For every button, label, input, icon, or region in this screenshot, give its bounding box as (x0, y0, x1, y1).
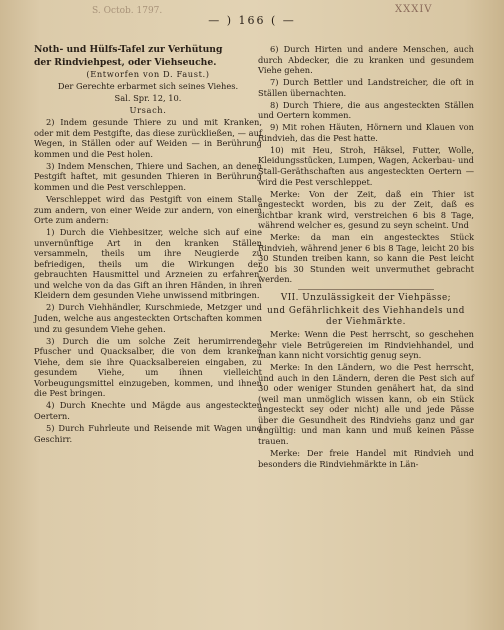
paragraph: Merke: Wenn die Pest herrscht, so geschehen sehr viele Betrügereien im Rindviehhandel, und man kann nicht vorsichtig genug seyn. (258, 329, 474, 361)
paragraph: 2) Indem gesunde Thiere zu und mit Kranken, oder mit dem Pestgifte, das diese zurückließen, — auf Wegen, in Ställen oder auf Weiden — in Berührung kommen und die Pest holen. (34, 117, 262, 159)
paragraph: 6) Durch Hirten und andere Menschen, auch durch Abdecker, die zu kranken und gesundem Viehe gehen. (258, 44, 474, 76)
paragraph: 9) Mit rohen Häuten, Hörnern und Klauen von Rindvieh, das die Pest hatte. (258, 122, 474, 143)
paragraph: 2) Durch Viehhändler, Kurschmiede, Metzger und Juden, welche aus angesteckten Ortschaften kommen und zu gesundem Viehe gehen. (34, 302, 262, 334)
divider (298, 289, 434, 290)
faint-handwritten-date: S. Octob. 1797. (92, 6, 163, 16)
title-author: (Entworfen von D. Faust.) (86, 69, 210, 79)
handwritten-note: XXXIV (395, 4, 433, 15)
section-title-line-2: und Gefährlichkeit des Viehhandels und der Viehmärkte. (267, 305, 465, 327)
motto-line-1: Der Gerechte erbarmet sich seines Viehes. (57, 81, 239, 92)
paragraph: Merke: In den Ländern, wo die Pest herrscht, und auch in den Ländern, deren die Pest sich auf 30 oder weniger Stunden genähert hat, da sind (weil man unmöglich wissen kann, ob ein Stück angesteckt sey oder nicht) alle und jede Pässe über die Gesundheit des Rindviehs ganz und gar ungültig: und man kann und muß keinen Pässe trauen. (258, 362, 474, 446)
paragraph: 3) Durch die um solche Zeit herumirrenden Pfuscher und Quacksalber, die von dem kranken Viehe, dem sie ihre Quacksalbereien eingaben, zu gesundem Viehe, um ihnen vielleicht Vorbeugungsmittel einzugeben, kommen, und ihnen die Pest bringen. (34, 335, 262, 399)
title-line-2: der Rindviehpest, oder Viehseuche. (34, 56, 217, 68)
paragraph: Merke: Der freie Handel mit Rindvieh und besonders die Rindviehmärkte in Län- (258, 448, 474, 469)
paragraph: Verschleppet wird das Pestgift von einem Stalle zum andern, von einer Weide zur andern, von einem Orte zum andern: (34, 194, 262, 226)
paragraph: 3) Indem Menschen, Thiere und Sachen, an denen Pestgift haftet, mit gesunden Thieren in Berührung kommen und die Pest verschleppen. (34, 160, 262, 192)
paragraph: Merke: da man ein angestecktes Stück Rindvieh, während jener 6 bis 8 Tage, leicht 20 bis 30 Stunden treiben kann, so kann die Pest leicht 20 bis 30 Stunden weit unvermuthet gebracht werden. (258, 232, 474, 285)
paragraph: 10) mit Heu, Stroh, Häksel, Futter, Wolle, Kleidungsstücken, Lumpen, Wagen, Ackerbau- und Stall-Geräthschaften aus angesteckten Oertern — wird die Pest verschleppet. (258, 144, 474, 187)
page-number: — ) 166 ( — (208, 14, 296, 27)
paragraph: 7) Durch Bettler und Landstreicher, die oft in Ställen übernachten. (258, 77, 474, 98)
paragraph: Merke: Von der Zeit, daß ein Thier ist angesteckt worden, bis zu der Zeit, daß es sichtbar krank wird, verstreichen 6 bis 8 Tage, während welcher es, gesund zu seyn scheint. Und (258, 188, 474, 231)
section-title-line-1: VII. Unzulässigkeit der Viehpässe; (280, 293, 452, 304)
section-heading: Ursach. (129, 105, 167, 116)
right-column (258, 44, 474, 471)
paragraph: 5) Durch Fuhrleute und Reisende mit Wagen und Geschirr. (34, 423, 262, 444)
motto-line-2: Sal. Spr. 12, 10. (114, 93, 182, 104)
left-column (34, 44, 262, 446)
paragraph: 4) Durch Knechte und Mägde aus angesteckten Oertern. (34, 400, 262, 421)
paragraph: 1) Durch die Viehbesitzer, welche sich auf eine unvernünftige Art in den kranken Ställen versammeln, theils um ihre Neugierde zu befriedigen, theils um die Wirkungen der gebrauchten Hausmittel und Arzneien zu erfahren, und welche von da das Gift an ihren Händen, in ihren Kleidern dem gesunden Viehe unwissend mitbringen. (34, 227, 262, 301)
title-line-1: Noth- und Hülfs-Tafel zur Verhütung (34, 44, 223, 55)
paragraph: 8) Durch Thiere, die aus angesteckten Ställen und Oertern kommen. (258, 99, 474, 121)
